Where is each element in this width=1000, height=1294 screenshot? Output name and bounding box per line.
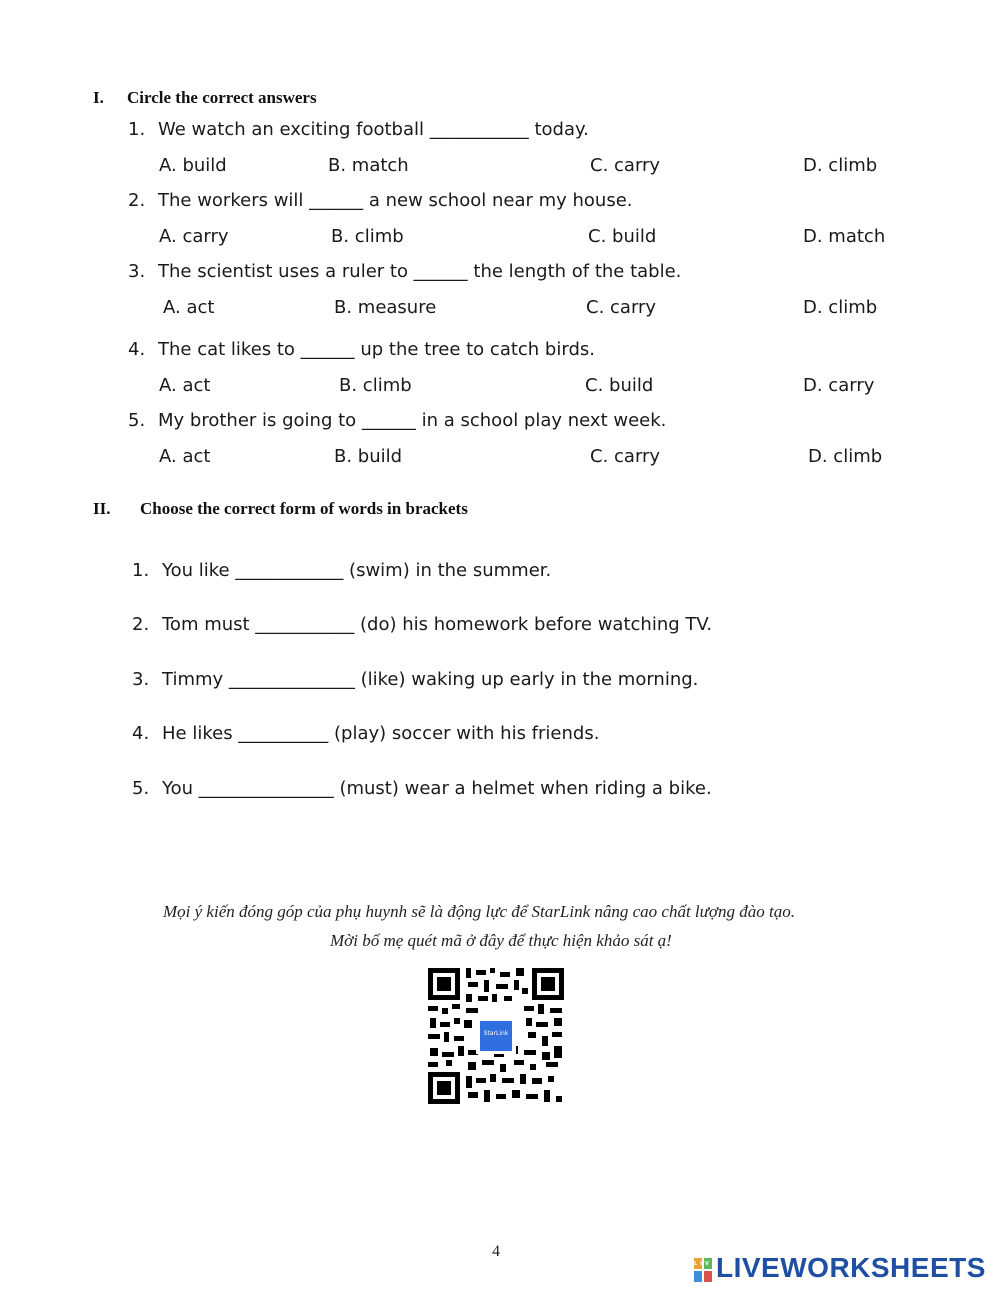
question-text: My brother is going to ______ in a school play next week. (158, 410, 667, 431)
option-d[interactable]: D. carry (803, 375, 875, 396)
liveworksheets-brand[interactable]: LIVEWORKSHEETS (716, 1252, 986, 1283)
item-number: 2. (132, 614, 150, 635)
question-number: 4. (128, 339, 146, 360)
logo-letters: LIVE (694, 1261, 719, 1267)
option-b[interactable]: B. build (334, 446, 403, 467)
option-c[interactable]: C. build (585, 375, 654, 396)
option-b[interactable]: B. climb (331, 226, 404, 247)
question-number: 5. (128, 410, 146, 431)
option-b[interactable]: B. match (328, 155, 409, 176)
item-text[interactable]: You like ____________ (swim) in the summer. (162, 560, 552, 581)
item-number: 5. (132, 778, 150, 799)
option-b[interactable]: B. measure (334, 297, 437, 318)
question-text: The workers will ______ a new school near my house. (158, 190, 633, 211)
section-1-title: Circle the correct answers (127, 88, 317, 107)
item-number: 4. (132, 723, 150, 744)
option-a[interactable]: A. act (159, 375, 211, 396)
option-a[interactable]: A. act (159, 446, 211, 467)
option-d[interactable]: D. climb (808, 446, 883, 467)
question-number: 2. (128, 190, 146, 211)
option-a[interactable]: A. carry (159, 226, 229, 247)
page-number: 4 (492, 1243, 500, 1260)
option-d[interactable]: D. climb (803, 297, 878, 318)
section-1-numeral: I. (93, 88, 104, 107)
question-number: 3. (128, 261, 146, 282)
option-d[interactable]: D. climb (803, 155, 878, 176)
option-b[interactable]: B. climb (339, 375, 412, 396)
option-c[interactable]: C. carry (590, 155, 661, 176)
section-2-numeral: II. (93, 499, 111, 518)
question-text: The cat likes to ______ up the tree to catch birds. (158, 339, 595, 360)
qr-code[interactable] (426, 966, 566, 1106)
item-number: 3. (132, 669, 150, 690)
feedback-note-line-1: Mọi ý kiến đóng góp của phụ huynh sẽ là động lực để StarLink nâng cao chất lượng đào tạo. (163, 902, 795, 921)
item-number: 1. (132, 560, 150, 581)
liveworksheets-logo-icon (694, 1258, 719, 1282)
question-number: 1. (128, 119, 146, 140)
option-c[interactable]: C. carry (586, 297, 657, 318)
option-c[interactable]: C. build (588, 226, 657, 247)
option-a[interactable]: A. act (163, 297, 215, 318)
feedback-note-line-2: Mời bố mẹ quét mã ở đây để thực hiện khảo sát ạ! (330, 931, 672, 950)
item-text[interactable]: He likes __________ (play) soccer with his friends. (162, 723, 600, 744)
option-a[interactable]: A. build (159, 155, 227, 176)
section-2-title: Choose the correct form of words in brackets (140, 499, 468, 518)
item-text[interactable]: Tom must ___________ (do) his homework before watching TV. (162, 614, 713, 635)
option-d[interactable]: D. match (803, 226, 886, 247)
item-text[interactable]: Timmy ______________ (like) waking up early in the morning. (162, 669, 699, 690)
option-c[interactable]: C. carry (590, 446, 661, 467)
qr-logo-text: StarLink (483, 1030, 509, 1037)
question-text: The scientist uses a ruler to ______ the length of the table. (158, 261, 682, 282)
item-text[interactable]: You _______________ (must) wear a helmet when riding a bike. (162, 778, 712, 799)
question-text: We watch an exciting football ___________ today. (158, 119, 589, 140)
